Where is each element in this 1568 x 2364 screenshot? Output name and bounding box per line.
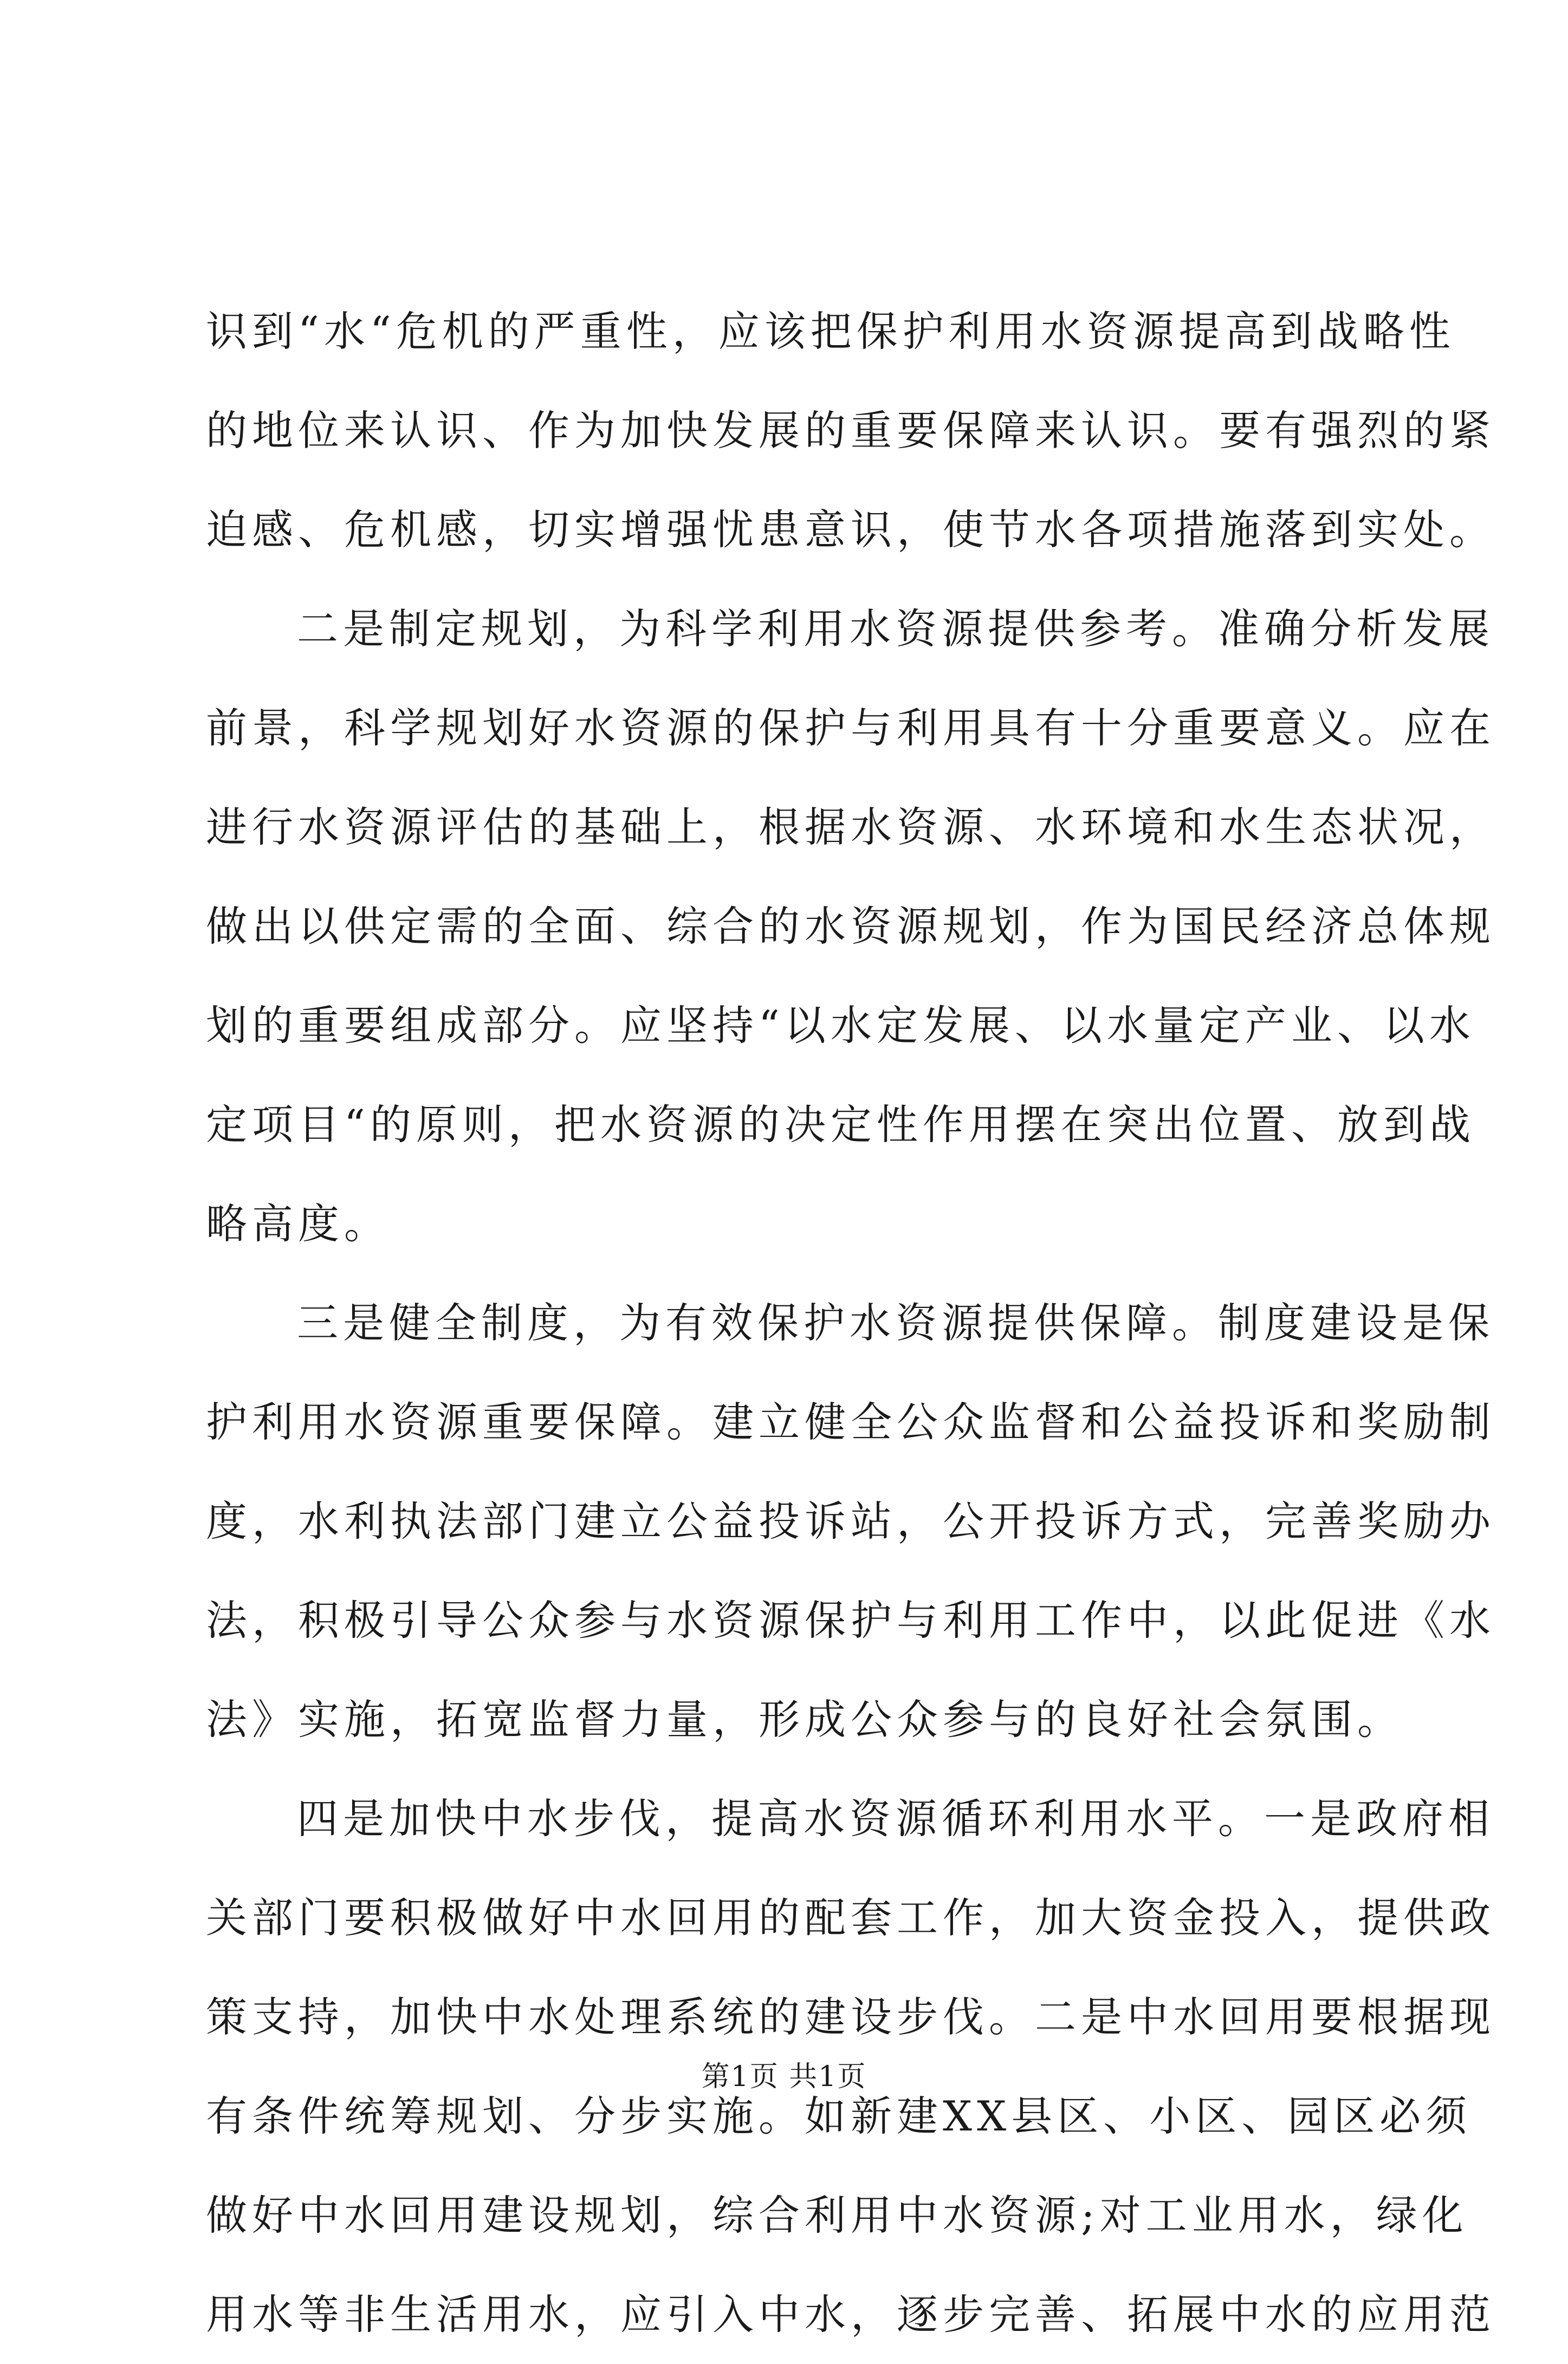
paragraph-start-line: 四是加快中水步伐，提高水资源循环利用水平。一是政府相 xyxy=(297,1795,1494,1843)
text-line: 度，水利执法部门建立公益投诉站，公开投诉方式，完善奖励办 xyxy=(206,1497,1495,1545)
text-line: 有条件统筹规划、分步实施。如新建XX县区、小区、园区必须 xyxy=(206,2092,1472,2140)
page-number-footer: 第1页 共1页 xyxy=(701,2061,867,2093)
text-line: 护利用水资源重要保障。建立健全公众监督和公益投诉和奖励制 xyxy=(206,1398,1495,1446)
text-line: 关部门要积极做好中水回用的配套工作，加大资金投入，提供政 xyxy=(206,1894,1495,1942)
text-line: 迫感、危机感，切实增强忧患意识，使节水各项措施落到实处。 xyxy=(206,506,1495,554)
text-line: 法》实施，拓宽监督力量，形成公众参与的良好社会氛围。 xyxy=(206,1695,1403,1744)
text-line: 划的重要组成部分。应坚持“以水定发展、以水量定产业、以水 xyxy=(206,1001,1475,1050)
text-line: 前景，科学规划好水资源的保护与利用具有十分重要意义。应在 xyxy=(206,704,1495,752)
body-text xyxy=(206,282,1495,2364)
paragraph-start-line: 二是制定规划，为科学利用水资源提供参考。准确分析发展 xyxy=(297,605,1494,653)
text-line: 识到“水“危机的严重性，应该把保护利用水资源提高到战略性 xyxy=(206,307,1455,355)
text-line: 用水等非生活用水，应引入中水，逐步完善、拓展中水的应用范 xyxy=(206,2290,1495,2339)
text-line: 进行水资源评估的基础上，根据水资源、水环境和水生态状况， xyxy=(206,803,1495,851)
text-line: 做好中水回用建设规划，综合利用中水资源;对工业用水，绿化 xyxy=(206,2191,1468,2239)
text-line: 的地位来认识、作为加快发展的重要保障来认识。要有强烈的紧 xyxy=(206,406,1495,455)
text-line: 法，积极引导公众参与水资源保护与利用工作中，以此促进《水 xyxy=(206,1596,1495,1644)
text-line: 策支持，加快中水处理系统的建设步伐。二是中水回用要根据现 xyxy=(206,1993,1495,2041)
text-line: 定项目“的原则，把水资源的决定性作用摆在突出位置、放到战 xyxy=(206,1100,1475,1149)
text-line: 做出以供定需的全面、综合的水资源规划，作为国民经济总体规 xyxy=(206,902,1495,950)
text-line: 略高度。 xyxy=(206,1200,390,1248)
paragraph-start-line: 三是健全制度，为有效保护水资源提供保障。制度建设是保 xyxy=(297,1299,1494,1347)
